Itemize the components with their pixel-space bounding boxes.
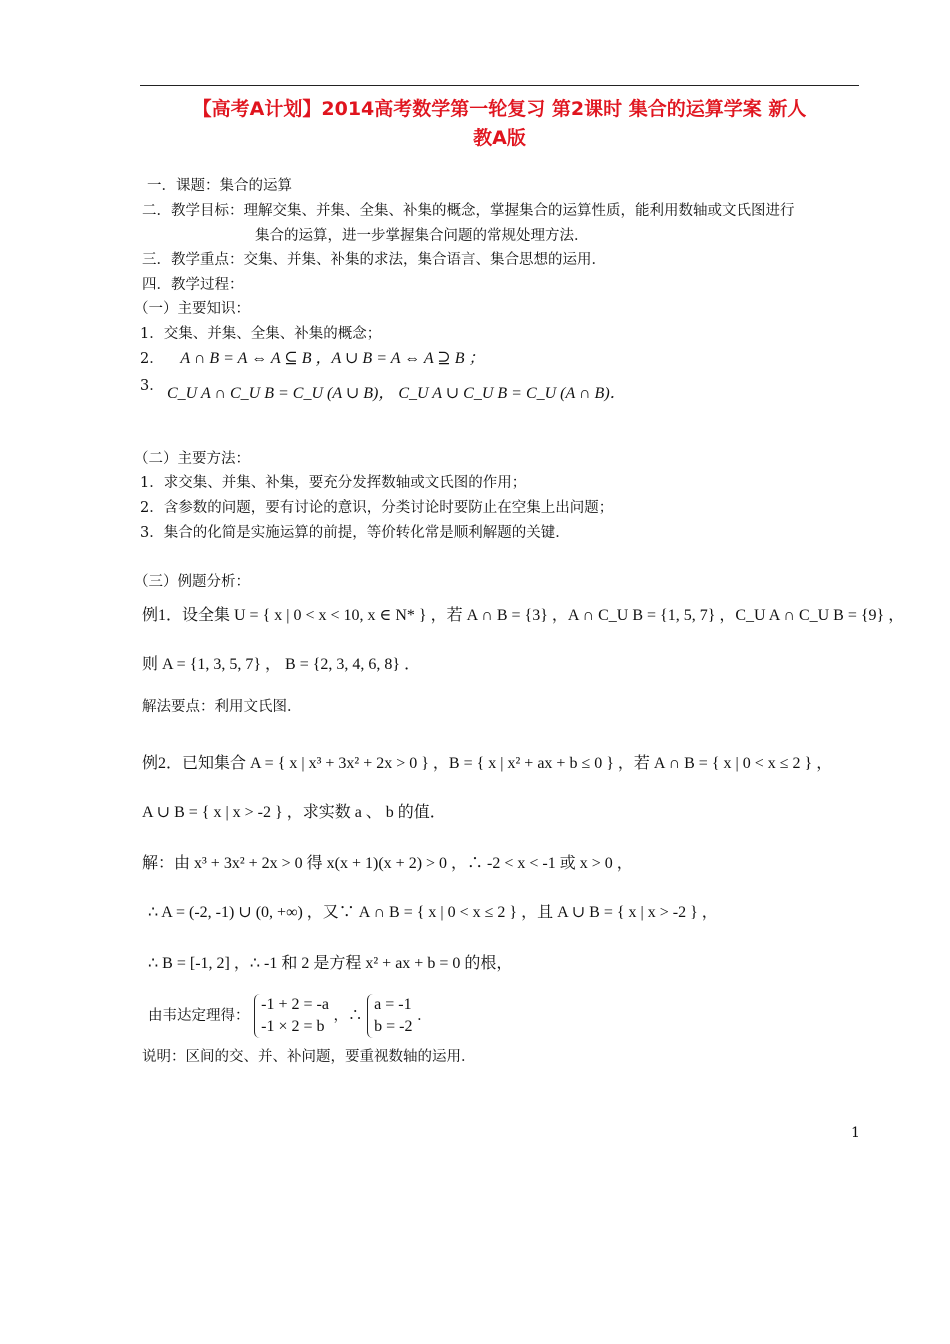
knowledge-item-3-formula <box>167 384 626 404</box>
method-item-3: 3．集合的化简是实施运算的前提，等价转化常是顺利解题的关键． <box>140 525 570 541</box>
method-item-1: 1．求交集、并集、补集，要充分发挥数轴或文氏图的作用； <box>140 475 527 491</box>
complement-formula: C_U A ∩ C_U B = C_U (A ∪ B)， C_U A ∪ C_U B = C_U (A ∩ B)． <box>167 385 626 402</box>
page-number: 1 <box>851 1125 860 1141</box>
section-objectives: 二．教学目标：理解交集、并集、全集、补集的概念，掌握集合的运算性质，能利用数轴或文氏图进行 <box>142 203 795 219</box>
section-objectives-cont: 集合的运算，进一步掌握集合问题的常规处理方法． <box>255 228 589 244</box>
example-2-vieta <box>148 994 432 1038</box>
example-2-line-1: 例2．已知集合 A = { x | x³ + 3x² + 2x > 0 } ，B = { x | x² + ax + b ≤ 0 } ，若 A ∩ B = { x | 0 < x ≤ 2 } ， <box>142 755 833 772</box>
example-2-line-2: A ∪ B = { x | x > -2 } ，求实数 a 、 b 的值． <box>142 804 446 821</box>
example-1-tip: 解法要点：利用文氏图． <box>142 699 302 715</box>
result-a: a = -1 <box>374 996 412 1013</box>
example-2-solution-2 <box>148 903 718 923</box>
title-line-1: 【高考A计划】2014高考数学第一轮复习 第2课时 集合的运算学案 新人 <box>192 98 807 120</box>
vieta-system <box>254 994 329 1038</box>
therefore-sep: ，∴ <box>333 1008 363 1024</box>
header-rule <box>140 85 859 86</box>
result-system <box>367 994 412 1038</box>
subsection-knowledge: （一）主要知识： <box>134 301 250 317</box>
example-1-statement <box>142 606 904 626</box>
example-2-question <box>142 803 446 823</box>
example-2-solution-1 <box>142 854 633 874</box>
subsection-methods: （二）主要方法： <box>134 451 250 467</box>
subsection-examples: （三）例题分析： <box>134 574 250 590</box>
example-1-answer <box>142 655 420 675</box>
example-2-note: 说明：区间的交、并、补问题，要重视数轴的运用． <box>142 1049 476 1065</box>
result-b: b = -2 <box>374 1018 413 1035</box>
vieta-label: 由韦达定理得： <box>148 1008 250 1024</box>
knowledge-item-2-label: 2． <box>140 351 164 367</box>
example-1-line-1: 例1．设全集 U = { x | 0 < x < 10, x ∈ N* } ，若 A ∩ B = {3} ，A ∩ C_U B = {1, 5, 7} ，C_U A ∩ C_U B = {9} ， <box>142 607 905 624</box>
solution-step-2: ∴ A = (-2, -1) ∪ (0, +∞) ，又∵ A ∩ B = { x | 0 < x ≤ 2 } ，且 A ∪ B = { x | x > -2 } ， <box>148 904 718 921</box>
knowledge-item-3-label: 3． <box>140 378 164 394</box>
section-topic: 一．课题：集合的运算 <box>147 178 292 194</box>
example-2-statement <box>142 754 832 774</box>
knowledge-item-2-formula: A ∩ B = A ⇔ A ⊆ B ，A ∪ B = A ⇔ A ⊇ B ； <box>180 350 485 367</box>
example-1-line-2: 则 A = {1, 3, 5, 7} ， B = {2, 3, 4, 6, 8} ． <box>142 656 421 673</box>
vieta-eq-2: -1 × 2 = b <box>261 1018 325 1035</box>
section-process: 四．教学过程： <box>142 277 244 293</box>
solution-step-3: ∴ B = [-1, 2] ，∴ -1 和 2 是方程 x² + ax + b = 0 的根， <box>148 955 513 972</box>
period: ． <box>417 1008 432 1024</box>
example-2-solution-3 <box>148 954 512 974</box>
knowledge-item-2 <box>140 349 485 369</box>
method-item-2: 2．含参数的问题，要有讨论的意识，分类讨论时要防止在空集上出问题； <box>140 500 614 516</box>
solution-step-1: 解：由 x³ + 3x² + 2x > 0 得 x(x + 1)(x + 2) > 0 ，∴ -2 < x < -1 或 x > 0 ， <box>142 855 633 872</box>
vieta-eq-1: -1 + 2 = -a <box>261 996 329 1013</box>
title-line-2: 教A版 <box>473 127 526 149</box>
knowledge-item-1: 1．交集、并集、全集、补集的概念； <box>140 326 382 342</box>
document-title <box>140 95 859 153</box>
section-key-points: 三．教学重点：交集、并集、补集的求法，集合语言、集合思想的运用． <box>142 252 606 268</box>
